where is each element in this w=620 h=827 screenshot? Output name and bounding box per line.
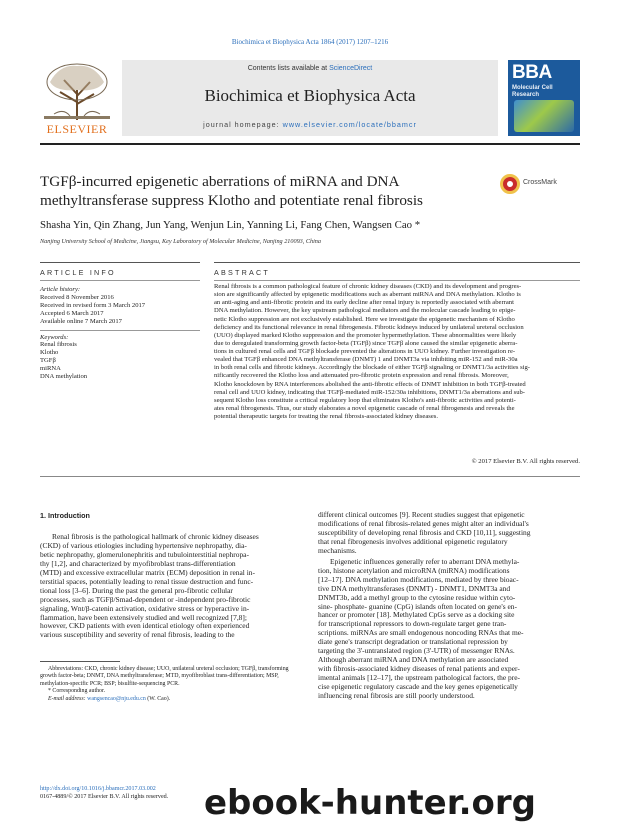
- paragraph-line: susceptibility of developing renal fibrosis and CKD [10,11], suggesting: [318, 527, 531, 537]
- header-rule: [40, 143, 580, 145]
- paragraph-line: sine- phosphate- guanine (CpG) islands often located on gene's en-: [318, 601, 517, 611]
- article-info-rule: [40, 262, 200, 263]
- abstract-line: tions in cultured renal cells and TGFβ blockade prevented the alterations in UUO kidney. Further investigation re-: [214, 348, 516, 355]
- paragraph-line: imental animals [12–17], the upstream pathological factors, the pre-: [318, 673, 520, 683]
- paragraph-line: with fibrosis-associated kidney diseases of renal patients and exper-: [318, 664, 520, 674]
- section-heading: 1. Introduction: [40, 511, 90, 520]
- paragraph-line: mechanisms.: [318, 545, 357, 555]
- paragraph-line: thy [1,2], and characterized by myofibroblast trans-differentiation: [40, 558, 236, 568]
- abstract-line: Klotho knockdown by RNA interferences abolished the anti-fibrotic effects of DNMT inhibition in both TGFβ-treated: [214, 380, 526, 388]
- journal-homepage: journal homepage: www.elsevier.com/locate/bbamcr: [203, 120, 417, 129]
- footnote-rule: [40, 661, 120, 662]
- paragraph-line: cise epigenetic regulatory cascade and the key genes epigenetically: [318, 682, 518, 692]
- paragraph-line: targeting the 3'-untranslated region (3'-UTR) of messenger RNAs.: [318, 646, 515, 656]
- abstract-subrule: [214, 280, 580, 281]
- abstract-line: renal cell and UUO kidney, indicating that TGFβ-mediated miR-152/30a inhibitions, DNMT1/3a aberrations and sub-: [214, 388, 525, 396]
- keyword: Klotho: [40, 349, 59, 357]
- journal-cover: [508, 60, 580, 136]
- abstract-line: due to deregulated transforming growth factor-beta (TGFβ) since TGFβ alone caused the similar epigenetic aberra-: [214, 339, 518, 347]
- history-item: Received in revised form 3 March 2017: [40, 301, 146, 309]
- elsevier-logo: [40, 60, 114, 136]
- paragraph-line: (MTD) and excessive extracellular matrix (ECM) deposition in renal in-: [40, 567, 255, 577]
- keyword: DNA methylation: [40, 373, 88, 381]
- abstract-heading: ABSTRACT: [214, 268, 270, 277]
- journal-citation[interactable]: Biochimica et Biophysica Acta 1864 (2017) 1207–1216: [231, 38, 389, 46]
- paragraph-line: tive DNA methyltransferases (DNMT) - DNMT1, DNMT3a and: [318, 583, 511, 593]
- paragraph-line: betic nephropathy, glomerulonephritis and tubulointerstitial nephropa-: [40, 549, 249, 559]
- left-column: [40, 512, 302, 640]
- paragraph-line: various susceptibility and severity of renal fibrosis, leading to the: [40, 630, 235, 640]
- history-item: Available online 7 March 2017: [40, 317, 122, 325]
- crossmark-icon: [500, 174, 520, 194]
- abstract-line: Renal fibrosis is a common pathological feature of chronic kidney diseases (CKD) and its development and progres-: [214, 283, 522, 290]
- abstract-line: sequent Klotho loss constitute a critical regulatory loop that eliminates Klotho's anti-fibrotic activities and potenti-: [214, 396, 516, 404]
- abstract-line: netic Klotho suppression are not exclusively established. Here we investigate the epigenetic mechanism of Klotho: [214, 315, 515, 323]
- paragraph-line: (CKD) of various etiologies including hypertensive nephropathy, dia-: [40, 540, 247, 550]
- history-item: Received 8 November 2016: [40, 293, 114, 301]
- paragraph-line: signaling, Wnt/β-catenin activation, oxidative stress or hyperactive in-: [40, 603, 250, 613]
- footnotes: [40, 666, 302, 703]
- right-column: [318, 511, 580, 701]
- sciencedirect-link[interactable]: ScienceDirect: [329, 65, 373, 72]
- paragraph-line: that renal fibrogenesis involves additional epigenetic regulatory: [318, 536, 508, 546]
- journal-header: [40, 60, 580, 138]
- cover-title: BBA: [512, 62, 552, 83]
- paragraph-line: different clinical outcomes [9]. Recent studies suggest that epigenetic: [318, 510, 525, 519]
- paragraph-line: Epigenetic influences generally refer to aberrant DNA methyla-: [330, 556, 520, 566]
- paragraph-line: however, CKD patients with even identical etiology often experienced: [40, 621, 250, 631]
- paragraph-line: scriptions. miRNAs are small endogenous noncoding RNAs that me-: [318, 628, 524, 638]
- article-title: TGFβ-incurred epigenetic aberrations of miRNA and DNA methyltransferase suppress Klotho and potentiate renal fibrosis: [40, 173, 423, 209]
- article-info-subrule: [40, 280, 200, 281]
- keyword: TGFβ: [40, 357, 56, 365]
- corresponding-author-note: * Corresponding author.: [48, 688, 106, 695]
- homepage-link[interactable]: www.elsevier.com/locate/bbamcr: [282, 120, 417, 129]
- abbreviations-footnote: Abbreviations: CKD, chronic kidney disease; UUO, unilateral ureteral occlusion; TGFβ, transforming growth factor-beta; DNMT, DNA methyltransferase; MTD, myofibroblast trans-differentiation; MSP, methylation-specific PCR; BSP; bisulfite-sequencing PCR.: [40, 666, 289, 687]
- paragraph-line: processes, such as TGFβ/Smad-dependent or -independent pro-fibrotic: [40, 594, 251, 604]
- paragraph-line: terstitial spaces, potentially leading to renal tissue destruction and func-: [40, 576, 254, 586]
- abstract-rule: [214, 262, 580, 263]
- paragraph-line: diate gene's transcript degradation or translational repression by: [318, 637, 508, 647]
- contents-line: Contents lists available at ScienceDirect: [247, 65, 373, 72]
- journal-masthead: [122, 60, 498, 136]
- cover-subtitle: Molecular Cell Research: [512, 85, 553, 98]
- paragraph-line: hancer or promoter [18]. Methylated CpGs serve as a docking site: [318, 610, 515, 620]
- article-info: [40, 286, 200, 381]
- abstract-line: nificantly recovered the Klotho loss and attenuated pro-fibrotic protein expression and renal fibrosis. Moreover,: [214, 372, 509, 380]
- paragraph-line: influencing renal fibrosis are still poorly understood.: [318, 691, 475, 701]
- abstract-body: [214, 283, 580, 421]
- email-footnote: E-mail address: wangsencao@nju.edu.cn (W. Cao).: [48, 695, 171, 702]
- issn-line: 0167-4889/© 2017 Elsevier B.V. All rights reserved.: [40, 793, 169, 800]
- abstract-line: ates renal fibrogenesis. Thus, our study elaborates a novel epigenetic cascade of renal fibrogenesis and reveals the: [214, 404, 515, 412]
- keyword: Renal fibrosis: [40, 341, 77, 349]
- watermark: [160, 782, 580, 822]
- abstract-line: in both renal cells and fibrotic kidneys. Accordingly the blockade of either TGFβ signaling or DNMT1/3a activities sig-: [214, 364, 530, 372]
- abstract-line: (UUO) displayed marked Klotho suppression and the promoter hypermethylation. These abnormalities were likely: [214, 331, 517, 339]
- keyword: miRNA: [40, 365, 61, 373]
- paragraph-line: for transcriptional repressors to down-regulate target gene tran-: [318, 619, 507, 629]
- paragraph-line: DNMT3b, add a methyl group to the cytosine residue within cyto-: [318, 592, 516, 602]
- paragraph-line: flammation, have been extensively studied and well recognized [7,8];: [40, 612, 247, 622]
- abstract-line: an anti-aging and anti-fibrotic protein and its early decline after renal injury is reportedly associated with aberrant: [214, 299, 514, 307]
- paragraph-line: modifications of renal fibrosis-related genes might alter an individual's: [318, 518, 529, 528]
- abstract-line: deficiency and its functional relevance in renal fibrogenesis. Fibrotic kidneys induced by unilateral ureteral occlusion: [214, 323, 524, 331]
- elsevier-tree-icon: [40, 60, 114, 122]
- abstract-line: sion are significantly affected by epigenetic modifications such as aberrant miRNA and DNA methylation. Klotho is: [214, 291, 521, 299]
- history-item: Accepted 6 March 2017: [40, 309, 104, 317]
- affiliation: Nanjing University School of Medicine, Jiangsu, Key Laboratory of Molecular Medicine, Nanjing 210093, China: [40, 238, 321, 245]
- doi-link[interactable]: http://dx.doi.org/10.1016/j.bbamcr.2017.03.002: [40, 786, 156, 792]
- watermark-text: [160, 782, 580, 822]
- paragraph-line: tion, histone acetylation and microRNA (miRNA) modifications: [318, 565, 510, 575]
- paragraph-line: tional loss [3–6]. During the past the general pro-fibrotic cellular: [40, 585, 233, 595]
- keywords-rule: [40, 330, 200, 331]
- article-info-heading: ARTICLE INFO: [40, 268, 116, 277]
- paragraph-line: Although aberrant miRNA and DNA methylation are associated: [318, 655, 509, 665]
- paragraph-line: Renal fibrosis is the pathological hallmark of chronic kidney diseases: [52, 531, 259, 541]
- elsevier-wordmark: ELSEVIER: [46, 122, 108, 136]
- journal-title: Biochimica et Biophysica Acta: [204, 86, 416, 105]
- cover-artwork: [514, 100, 574, 132]
- crossmark-badge[interactable]: [500, 174, 580, 196]
- abstract-line: DNA methylation. However, the key upstream pathological mediators and the molecular cascade leading to epige-: [214, 307, 516, 315]
- copyright-notice: © 2017 Elsevier B.V. All rights reserved.: [471, 458, 580, 465]
- abstract-line: vealed that TGFβ enhanced DNA methyltransferase (DNMT) 1 and DNMT3a via inhibiting miR-152 and miR-30a: [214, 356, 518, 364]
- svg-text:ebook-hunter.org: ebook-hunter.org: [203, 783, 537, 822]
- paragraph-line: [12–17]. DNA methylation modifications, mediated by three bioac-: [318, 574, 519, 584]
- history-label: Article history:: [40, 286, 81, 293]
- email-link[interactable]: wangsencao@nju.edu.cn: [87, 695, 146, 702]
- abstract-line: potential therapeutic targets for treating the renal fibrosis-associated kidney diseases.: [214, 413, 438, 420]
- keywords-label: Keywords:: [40, 333, 69, 341]
- abstract-end-rule: [40, 476, 580, 477]
- author-list: Shasha Yin, Qin Zhang, Jun Yang, Wenjun Lin, Yanning Li, Fang Chen, Wangsen Cao *: [40, 219, 421, 231]
- crossmark-label: CrossMark: [523, 179, 557, 186]
